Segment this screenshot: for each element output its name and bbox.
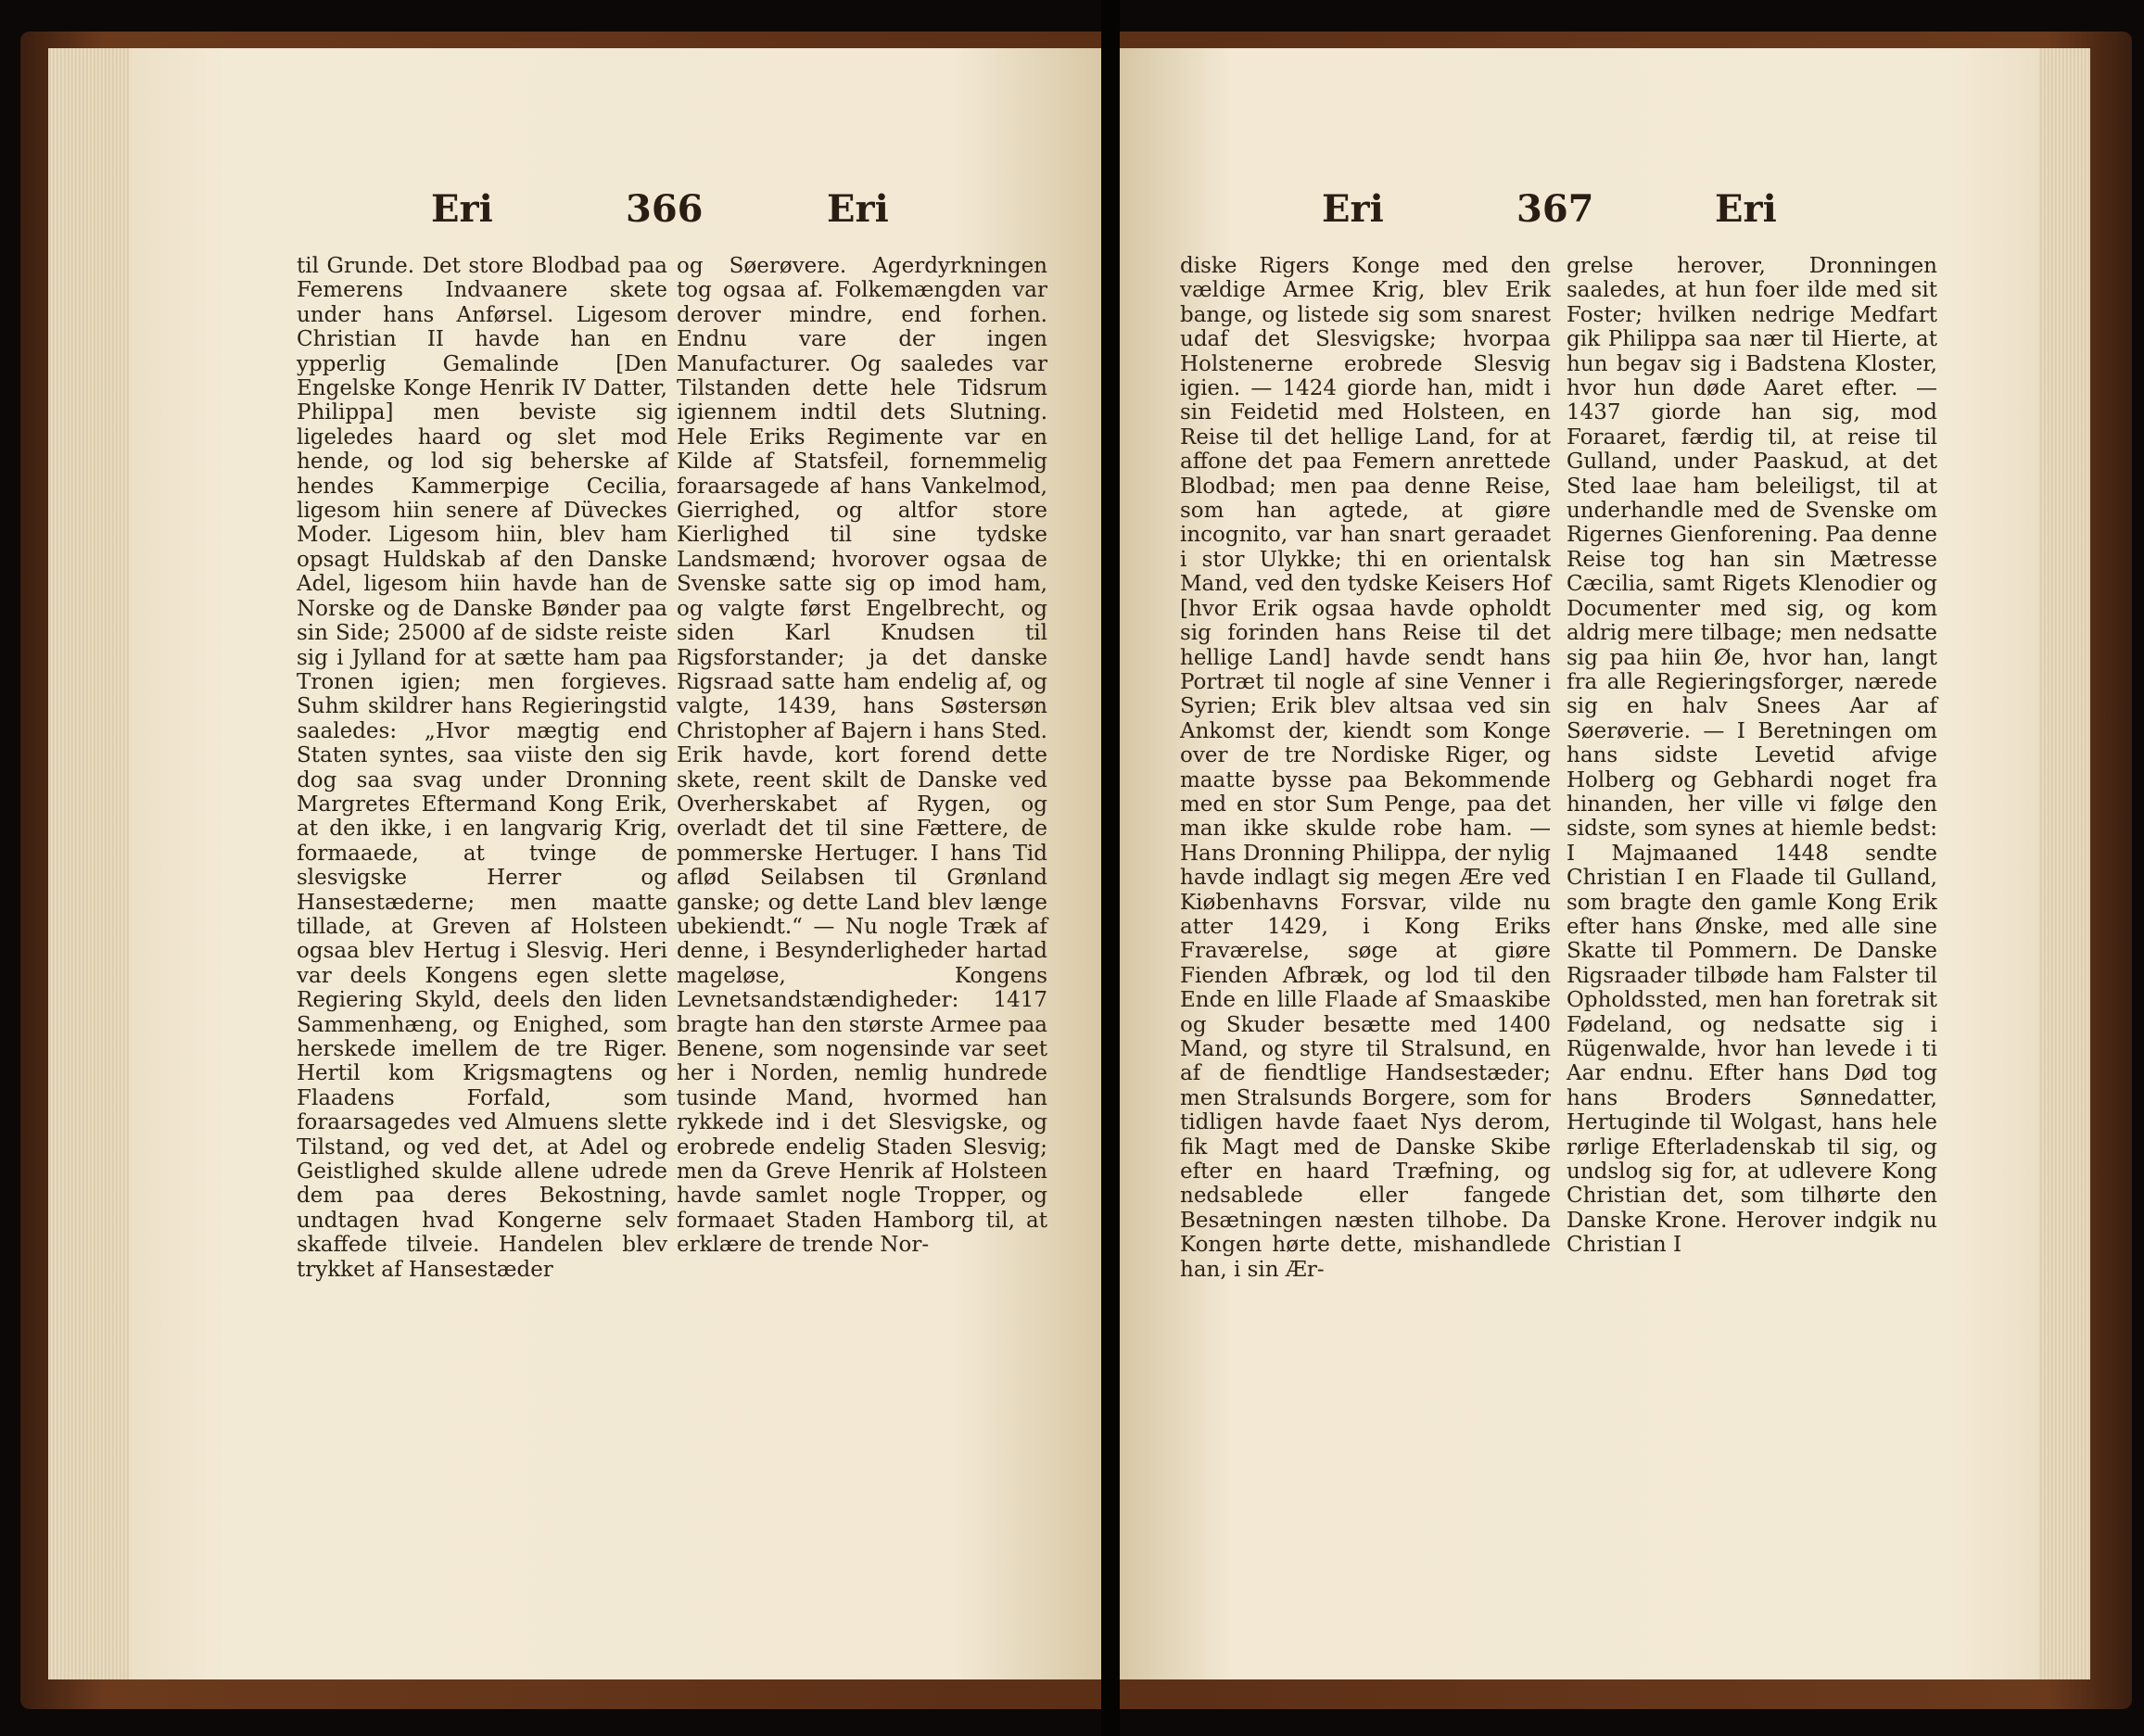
right-page-column-1: [1180, 254, 1551, 1282]
right-page-header: [1120, 187, 2039, 243]
page-edges-left: [48, 48, 130, 1679]
right-page-column-2: [1567, 254, 1937, 1258]
left-page: [130, 48, 1101, 1679]
right-page-number: 367: [1516, 187, 1594, 231]
book-gutter: [1101, 0, 1120, 1736]
left-page-number: 366: [626, 187, 704, 231]
right-page-column-1-text: diske Rigers Konge med den vældige Armee Krig, blev Erik bange, og listede sig som snarest udaf det Slesvigske; hvorpaa Holstenerne erobrede Slesvig igien. — 1424 giorde han, midt i sin Feidetid med Holsteen, en Reise til det hellige Land, for at affone det paa Femern anrettede Blodbad; men paa denne Reise, som han agtede, at giøre incognito, var han snart geraadet i stor Ulykke; thi en orientalsk Mand, ved den tydske Keisers Hof [hvor Erik ogsaa havde opholdt sig forinden hans Reise til det hellige Land] havde sendt hans Portræt til nogle af sine Venner i Syrien; Erik blev altsaa ved sin Ankomst der, kiendt som Konge over de tre Nordiske Riger, og maatte bysse paa Bekommende med en stor Sum Penge, paa det man ikke skulde robe ham. — Hans Dronning Philippa, der nylig havde indlagt sig megen Ære ved Kiøbenhavns Forsvar, vilde nu atter 1429, i Kong Eriks Fraværelse, søge at giøre Fienden Afbræk, og lod til den Ende en lille Flaade af Smaaskibe og Skuder besætte med 1400 Mand, og styre til Stralsund, en af de fiendtlige Handsestæder; men Stralsunds Borgere, som for tidligen havde faaet Nys derom, fik Magt med de Danske Skibe efter en haard Træfning, og nedsablede eller fangede Besætningen næsten tilhobe. Da Kongen hørte dette, mishandlede han, i sin Ær-: [1180, 254, 1551, 1282]
left-page-column-2: [677, 254, 1047, 1258]
page-edges-right: [2039, 48, 2090, 1679]
left-page-column-1: [297, 254, 667, 1282]
left-header-word-left: Eri: [431, 187, 493, 231]
left-header-word-right: Eri: [827, 187, 889, 231]
right-header-word-left: Eri: [1322, 187, 1384, 231]
right-page-column-2-text: grelse herover, Dronningen saaledes, at hun foer ilde med sit Foster; hvilken nedrige Medfart gik Philippa saa nær til Hierte, at hun begav sig i Badstena Kloster, hvor hun døde Aaret efter. — 1437 giorde han sig, mod Foraaret, færdig til, at reise til Gulland, under Paaskud, at det Sted laae ham beleiligst, til at underhandle med de Svenske om Rigernes Gienforening. Paa denne Reise tog han sin Mætresse Cæcilia, samt Rigets Klenodier og Documenter med sig, og kom aldrig mere tilbage; men nedsatte sig paa hiin Øe, hvor han, langt fra alle Regieringsforger, nærede sig en halv Snees Aar af Søerøverie. — I Beretningen om hans sidste Levetid afvige Holberg og Gebhardi noget fra hinanden, her ville vi følge den sidste, som synes at hiemle bedst: I Majmaaned 1448 sendte Christian I en Flaade til Gulland, som bragte den gamle Kong Erik efter hans Ønske, med alle sine Skatte til Pommern. De Danske Rigsraader tilbøde ham Falster til Opholdssted, men han foretrak sit Fødeland, og nedsatte sig i Rügenwalde, hvor han levede i ti Aar endnu. Efter hans Død tog hans Broders Sønnedatter, Hertuginde til Wolgast, hans hele rørlige Efterladenskab til sig, og undslog sig for, at udlevere Kong Christian det, som tilhørte den Danske Krone. Herover indgik nu Christian I: [1567, 254, 1937, 1258]
right-header-word-right: Eri: [1715, 187, 1777, 231]
left-page-column-1-text: til Grunde. Det store Blodbad paa Femerens Indvaanere skete under hans Anførsel. Ligesom Christian II havde han en ypperlig Gemalinde [Den Engelske Konge Henrik IV Datter, Philippa] men beviste sig ligeledes haard og slet mod hende, og lod sig beherske af hendes Kammerpige Cecilia, ligesom hiin senere af Düveckes Moder. Ligesom hiin, blev ham opsagt Huldskab af den Danske Adel, ligesom hiin havde han de Norske og de Danske Bønder paa sin Side; 25000 af de sidste reiste sig i Jylland for at sætte ham paa Tronen igien; men forgieves. Suhm skildrer hans Regieringstid saaledes: „Hvor mægtig end Staten syntes, saa viiste den sig dog saa svag under Dronning Margretes Eftermand Kong Erik, at den ikke, i en langvarig Krig, formaaede, at tvinge de slesvigske Herrer og Hansestæderne; men maatte tillade, at Greven af Holsteen ogsaa blev Hertug i Slesvig. Heri var deels Kongens egen slette Regiering Skyld, deels den liden Sammenhæng, og Enighed, som herskede imellem de tre Riger. Hertil kom Krigsmagtens og Flaadens Forfald, som foraarsagedes ved Almuens slette Tilstand, og ved det, at Adel og Geistlighed skulde allene udrede dem paa deres Bekostning, undtagen hvad Kongerne selv skaffede tilveie. Handelen blev trykket af Hansestæder: [297, 254, 667, 1282]
right-page: [1120, 48, 2039, 1679]
left-page-header: [130, 187, 1101, 243]
left-page-column-2-text: og Søerøvere. Agerdyrkningen tog ogsaa af. Folkemængden var derover mindre, end forhen. Endnu vare der ingen Manufacturer. Og saaledes var Tilstanden dette hele Tidsrum igiennem indtil dets Slutning. Hele Eriks Regimente var en Kilde af Statsfeil, fornemmelig foraarsagede af hans Vankelmod, Gierrighed, og altfor store Kierlighed til sine tydske Landsmænd; hvorover ogsaa de Svenske satte sig op imod ham, og valgte først Engelbrecht, og siden Karl Knudsen til Rigsforstander; ja det danske Rigsraad satte ham endelig af, og valgte, 1439, hans Søstersøn Christopher af Bajern i hans Sted. Erik havde, kort forend dette skete, reent skilt de Danske ved Overherskabet af Rygen, og overladt det til sine Fættere, de pommerske Hertuger. I hans Tid aflød Seilabsen til Grønland ganske; og dette Land blev længe ubekiendt.“ — Nu nogle Træk af denne, i Besynderligheder hartad mageløse, Kongens Levnetsandstændigheder: 1417 bragte han den største Armee paa Benene, som nogensinde var seet her i Norden, nemlig hundrede tusinde Mand, hvormed han rykkede ind i det Slesvigske, og erobrede endelig Staden Slesvig; men da Greve Henrik af Holsteen havde samlet nogle Tropper, og formaaet Staden Hamborg til, at erklære de trende Nor-: [677, 254, 1047, 1258]
